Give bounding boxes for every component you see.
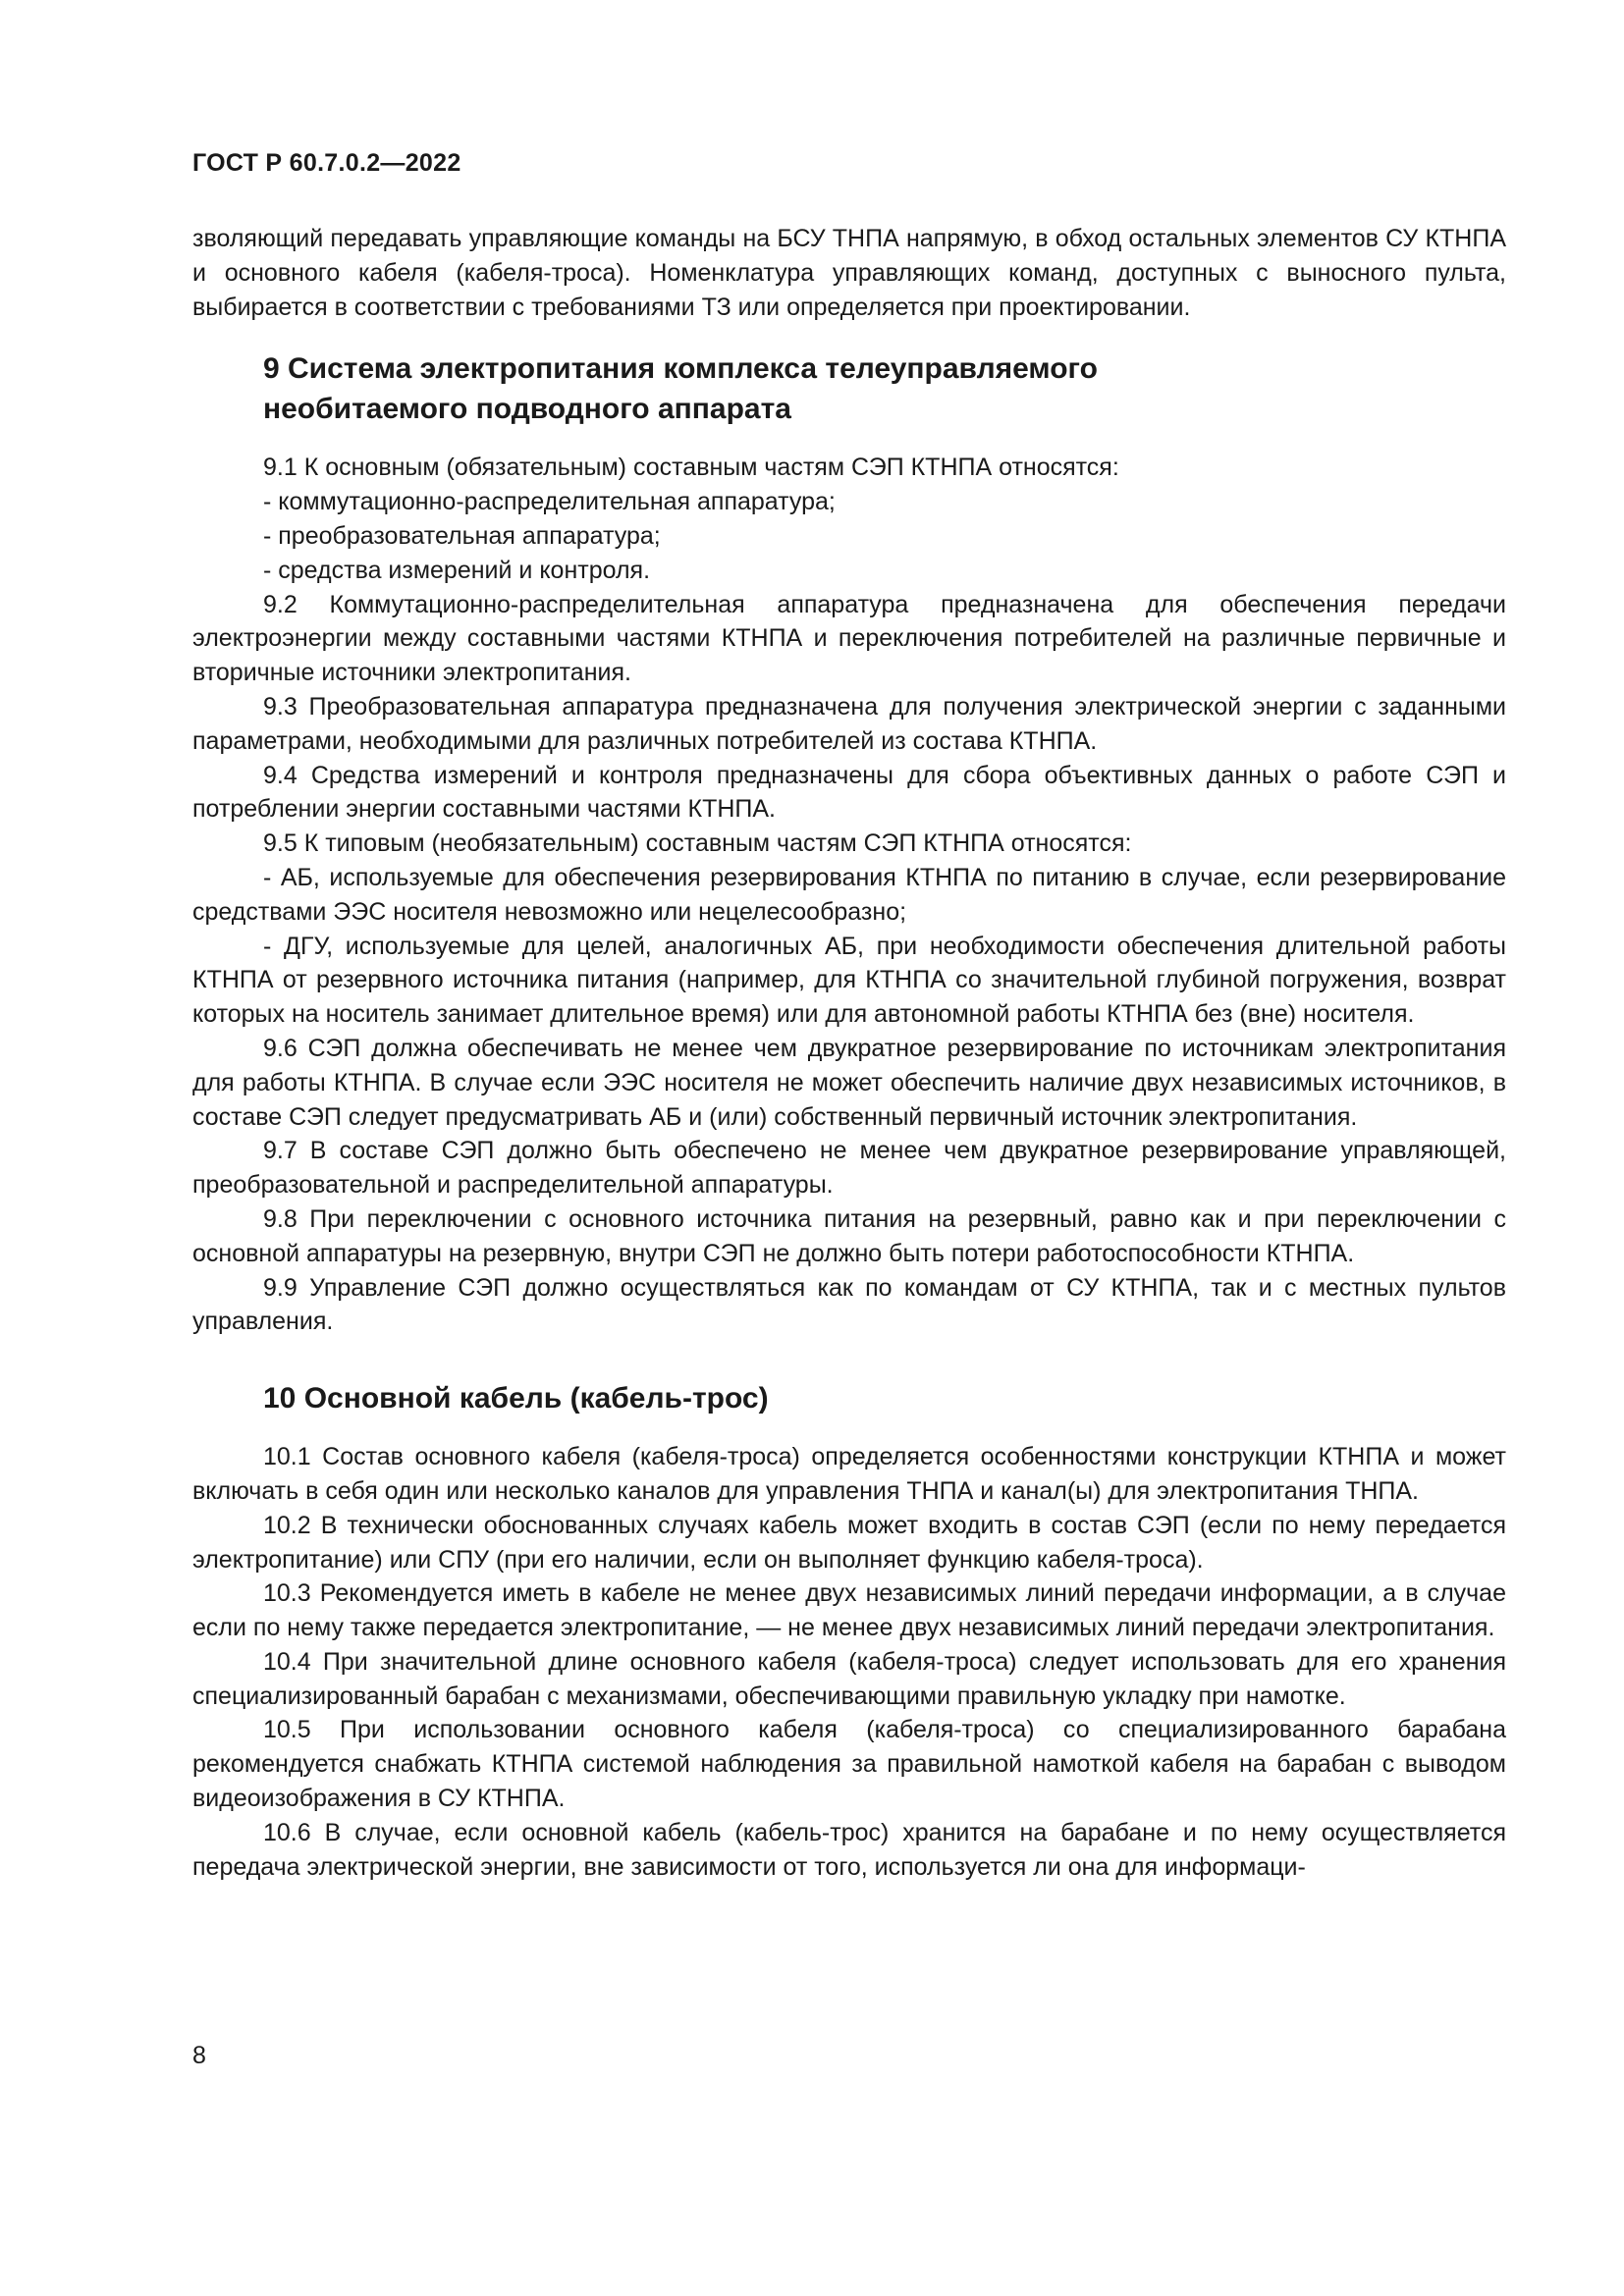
list-item: - ДГУ, используемые для целей, аналогичных АБ, при необходимости обеспечения длительной работы КТНПА от резервного источника питания (например, для КТНПА со значительной глубиной погружения, возврат которых на носитель занимает длительное время) или для автономной работы КТНПА без (вне) носителя. — [192, 932, 1506, 1029]
paragraph-9-8: 9.8 При переключении с основного источника питания на резервный, равно как и при переключении с основной аппаратуры на резервную, внутри СЭП не должно быть потери работоспособности КТНПА. — [192, 1204, 1506, 1267]
paragraph-10-6: 10.6 В случае, если основной кабель (кабель-трос) хранится на барабане и по нему осуществляется передача электрической энергии, вне зависимости от того, используется ли она для информаци- — [192, 1818, 1506, 1881]
paragraph-9-3: 9.3 Преобразовательная аппаратура предназначена для получения электрической энергии с заданными параметрами, необходимыми для различных потребителей из состава КТНПА. — [192, 692, 1506, 755]
list-item: - средства измерений и контроля. — [263, 556, 651, 584]
list-item: - преобразовательная аппаратура; — [263, 521, 661, 550]
paragraph-9-4: 9.4 Средства измерений и контроля предназначены для сбора объективных данных о работе СЭП и потреблении энергии составными частями КТНПА. — [192, 761, 1506, 824]
paragraph-10-5: 10.5 При использовании основного кабеля (кабеля-троса) со специализированного барабана рекомендуется снабжать КТНПА системой наблюдения за правильной намоткой кабеля на барабан с выводом видеоизображения в СУ КТНПА. — [192, 1716, 1506, 1813]
paragraph-10-3: 10.3 Рекомендуется иметь в кабеле не менее двух независимых линий передачи информации, а в случае если по нему также передается электропитание, — не менее двух независимых линий передачи электропитания. — [192, 1579, 1506, 1642]
paragraph-9-9: 9.9 Управление СЭП должно осуществляться как по командам от СУ КТНПА, так и с местных пультов управления. — [192, 1273, 1506, 1336]
paragraph-10-2: 10.2 В технически обоснованных случаях кабель может входить в состав СЭП (если по нему передается электропитание) или СПУ (при его наличии, если он выполняет функцию кабеля-троса). — [192, 1511, 1506, 1574]
continued-paragraph: зволяющий передавать управляющие команды на БСУ ТНПА напрямую, в обход остальных элементов СУ КТНПА и основного кабеля (кабеля-троса). Номенклатура управляющих команд, доступных с выносного пульта, выбирается в соответствии с требованиями ТЗ или определяется при проектировании. — [192, 225, 1506, 321]
list-item: - коммутационно-распределительная аппаратура; — [263, 488, 836, 516]
paragraph-9-1: 9.1 К основным (обязательным) составным частям СЭП КТНПА относятся: — [263, 454, 1119, 482]
paragraph-9-7: 9.7 В составе СЭП должно быть обеспечено не менее чем двукратное резервирование управляющей, преобразовательной и распределительной аппаратуры. — [192, 1137, 1506, 1200]
paragraph-9-2: 9.2 Коммутационно-распределительная аппаратура предназначена для обеспечения передачи электроэнергии между составными частями КТНПА и переключения потребителей на различные первичные и вторичные источники электропитания. — [192, 590, 1506, 687]
section-10-heading: 10 Основной кабель (кабель-трос) — [263, 1382, 769, 1415]
list-item: - АБ, используемые для обеспечения резервирования КТНПА по питанию в случае, если резервирование средствами ЭЭС носителя невозможно или нецелесообразно; — [192, 863, 1506, 926]
page-number: 8 — [192, 2042, 206, 2069]
section-9-heading-line-2: необитаемого подводного аппарата — [263, 393, 791, 426]
page-content — [192, 222, 1506, 1884]
paragraph-9-5: 9.5 К типовым (необязательным) составным частям СЭП КТНПА относятся: — [263, 829, 1132, 858]
section-9-heading-line-1: 9 Система электропитания комплекса телеуправляемого — [263, 352, 1098, 386]
paragraph-10-1: 10.1 Состав основного кабеля (кабеля-троса) определяется особенностями конструкции КТНПА и может включать в себя один или несколько каналов для управления ТНПА и канал(ы) для электропитания ТНПА. — [192, 1443, 1506, 1505]
section-9-heading — [263, 348, 1506, 429]
paragraph-9-6: 9.6 СЭП должна обеспечивать не менее чем двукратное резервирование по источникам электропитания для работы КТНПА. В случае если ЭЭС носителя не может обеспечить наличие двух независимых источников, в составе СЭП следует предусматривать АБ и (или) собственный первичный источник электропитания. — [192, 1034, 1506, 1131]
document-code-header: ГОСТ Р 60.7.0.2—2022 — [192, 149, 461, 177]
paragraph-10-4: 10.4 При значительной длине основного кабеля (кабеля-троса) следует использовать для его хранения специализированный барабан с механизмами, обеспечивающими правильную укладку при намотке. — [192, 1647, 1506, 1710]
